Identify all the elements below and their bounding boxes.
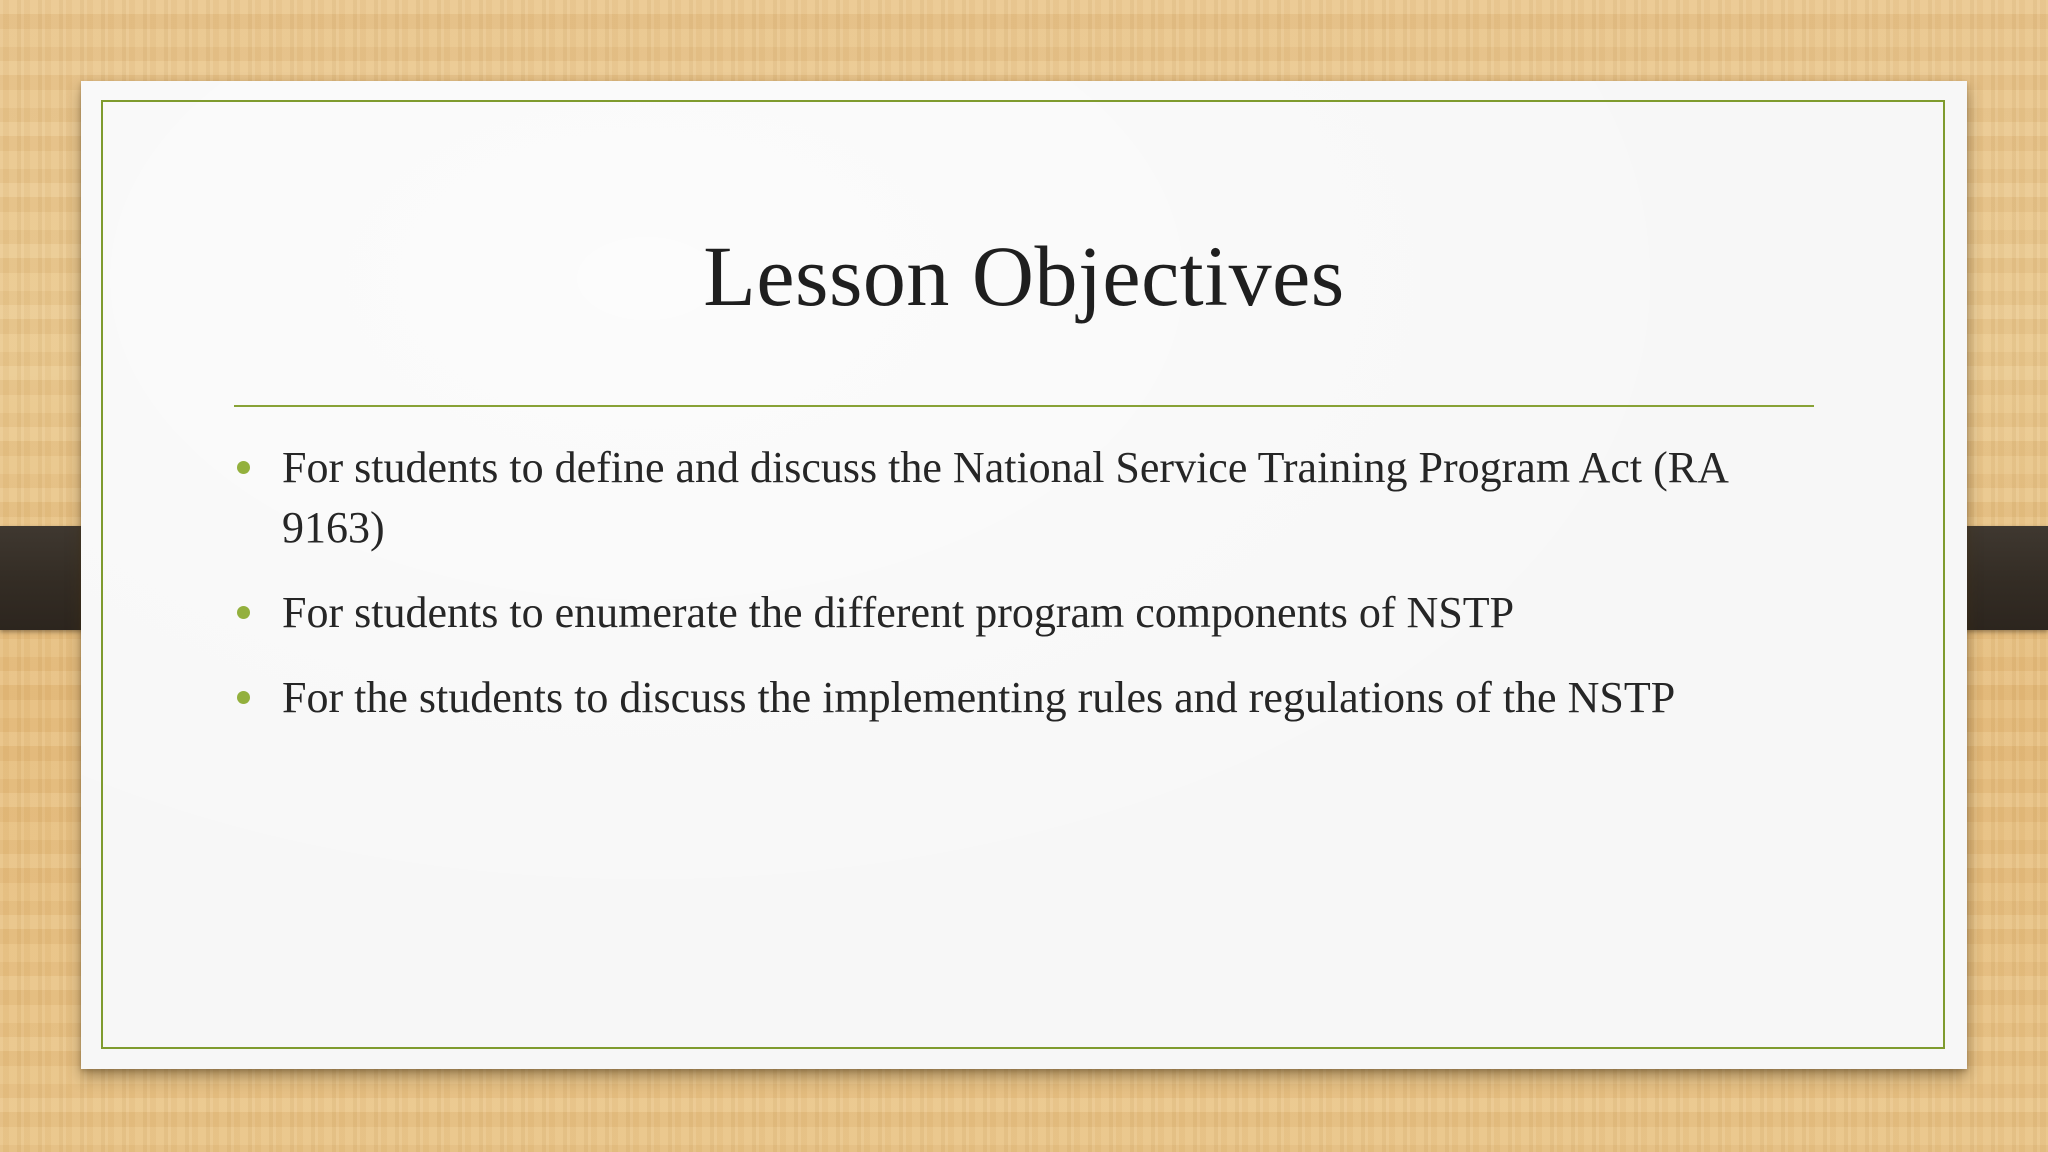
- objectives-list: [232, 438, 1792, 753]
- slide-title: Lesson Objectives: [703, 228, 1345, 324]
- objective-text: For the students to discuss the implementing rules and regulations of the NSTP: [282, 673, 1676, 722]
- bullet-dot-icon: [237, 606, 250, 619]
- objective-text: For students to enumerate the different program components of NSTP: [282, 588, 1515, 637]
- objective-text: For students to define and discuss the National Service Training Program Act (RA 9163): [282, 443, 1727, 552]
- bullet-dot-icon: [237, 691, 250, 704]
- bullet-dot-icon: [237, 461, 250, 474]
- objective-item: [232, 438, 1792, 558]
- objective-item: [232, 583, 1792, 643]
- objective-item: [232, 668, 1792, 728]
- title-divider: [234, 405, 1814, 407]
